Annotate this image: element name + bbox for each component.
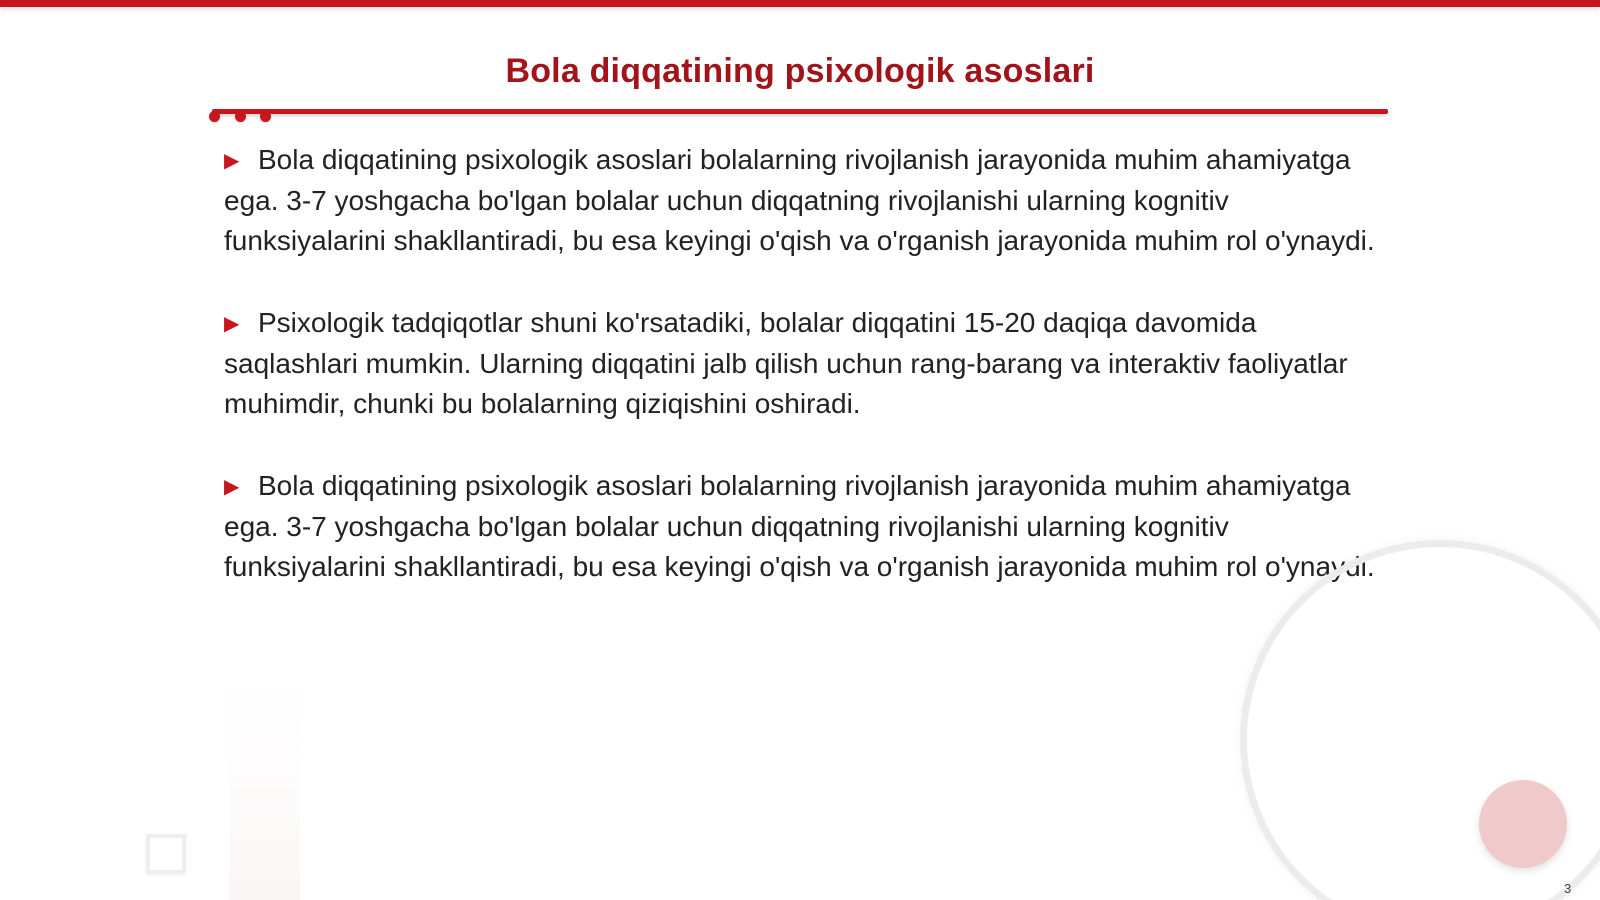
bullet-text: Bola diqqatining psixologik asoslari bolalarning rivojlanish jarayonida muhim ahamiyatga ega. 3-7 yoshgacha bo'lgan bolalar uchun diqqatning rivojlanishi ularning kognitiv funksiyalarini shakllantiradi, bu esa keyingi o'qish va o'rganish jarayonida muhim rol o'ynaydi. (224, 144, 1375, 256)
decor-square (146, 834, 186, 874)
decor-fade-column (230, 680, 300, 900)
decor-circle-fill (1479, 780, 1567, 868)
decor-dot-3 (260, 111, 271, 122)
decor-dot-1 (209, 111, 220, 122)
bullet-item-2 (224, 303, 1394, 424)
bullet-triangle-icon: ▶ (224, 150, 240, 172)
slide-body (224, 140, 1394, 629)
bullet-triangle-icon: ▶ (224, 476, 240, 498)
bullet-triangle-icon: ▶ (224, 313, 240, 335)
bullet-text: Psixologik tadqiqotlar shuni ko'rsatadiki, bolalar diqqatini 15-20 daqiqa davomida saqlashlari mumkin. Ularning diqqatini jalb qilish uchun rang-barang va interaktiv faoliyatlar muhimdir, chunki bu bolalarning qiziqishini oshiradi. (224, 307, 1348, 419)
page-number: 3 (1564, 881, 1572, 896)
bullet-item-1 (224, 140, 1394, 261)
slide-title: Bola diqqatining psixologik asoslari (505, 52, 1095, 90)
top-accent-bar (0, 0, 1600, 7)
decor-dot-2 (235, 111, 246, 122)
title-underline (212, 109, 1388, 114)
bullet-item-3 (224, 466, 1394, 587)
bullet-text: Bola diqqatining psixologik asoslari bolalarning rivojlanish jarayonida muhim ahamiyatga ega. 3-7 yoshgacha bo'lgan bolalar uchun diqqatning rivojlanishi ularning kognitiv funksiyalarini shakllantiradi, bu esa keyingi o'qish va o'rganish jarayonida muhim rol o'ynaydi. (224, 470, 1375, 582)
